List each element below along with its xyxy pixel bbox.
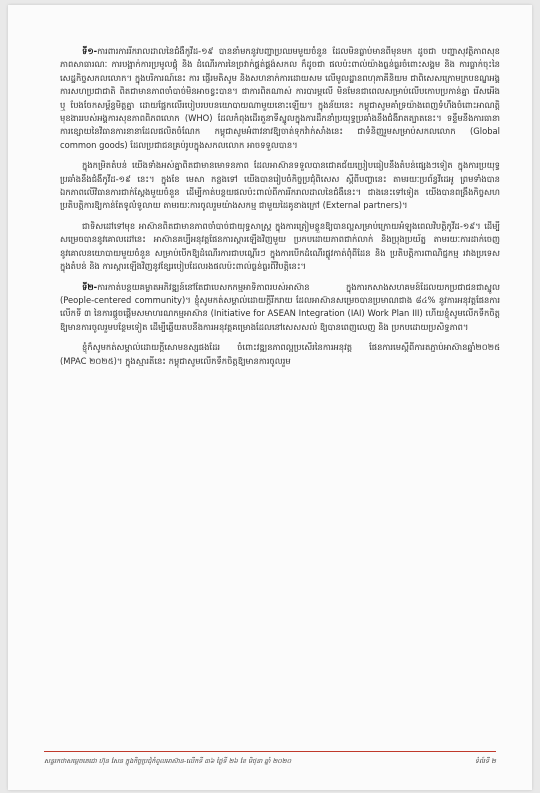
paragraph-2: [60, 159, 500, 213]
footer-divider: [44, 751, 496, 752]
footer-source: សន្ទរកថាសម្តេចតេជោ ហ៊ុន សែន ក្នុងកិច្ចប្រជុំកំពូលអាស៊ាន-លើកទី ៣៦ ថ្ងៃទី ២៦ ខែ មិថុនា ឆ្នាំ ២០២០: [44, 757, 292, 765]
page-number: ទំព័រទី ២: [474, 757, 496, 765]
paragraph-1: [60, 45, 500, 152]
paragraph-4-lead: ទី២-: [82, 281, 98, 292]
paragraph-1-lead: ទី១-: [82, 46, 98, 56]
paragraph-1-text: ការពារការរីករាលដាលនៃជំងឺកូវីដ-១៩ បាននាំមកនូវបញ្ហាប្រឈមមួយចំនួន ដែលមិនធ្លាប់មានពីមុនមក ដូចជា បញ្ហាសុវត្ថិភាពសុខភាពសាធារណៈ ការបង្អាក់ការប្រមូលផ្តុំ និង ដំណើរការនៃច្រវាក់ផ្គត់ផ្គង់សកល ក៏ដូចជា ផលប៉ះពាល់យ៉ាងធ្ងន់ធ្ងរចំពោះសង្គម និង ការធ្លាក់ចុះនៃសេដ្ឋកិច្ចសកលលោក។ ក្នុងបរិការណ៍នេះ ការ ផ្ញើរមតិសូម និងសហនាក់ការដោយសម លើមូលដ្ឋានពហុភាគីនិយម ជាពិសេសក្រោមក្របខណ្ឌអង្គការសហប្រជាជាតិ ពិតជាមានភាពចាំបាច់មិនអាចខ្វះបាន។ ជាការពិតណាស់ ការបារម្ភលើ មិនមែនជាពេលសម្រាប់លើបកោបប្រកាន់គ្នា រើសអើង ឬ បែងចែកសម្ព័ន្ធមិត្តគ្នា ដោយផ្អែកលើរបៀបរបបនយោបាយណាមួយនោះឡើយ។ ក្នុងន័យនេះ កម្ពុជាសូមគាំទ្រយ៉ាងពេញទំហឹងចំពោះអាណត្តិមុខងាររបស់អង្គការសុខភាពពិភពលោក (WHO) ដែលកំពុងដើរតួនាទីស្នូលក្នុងការដឹកនាំប្រយុទ្ធប្រឆាំងនឹងជំងឺរាតត្បាតនេះ។ ទន្ទឹមនឹងការធានាការខ្សោយនៃវិធានការនានាដែលផលិតចំណែក កម្ពុជាសូមអំពាវនាវឱ្យចាត់ទុកវ៉ាក់សាំងនេះ ជាទំនិញរួមសម្រាប់សកលលោក (Global common goods) ដែលប្រជាជនគ្រប់រូបក្នុងសកលលោក អាចទទួលបាន។: [60, 46, 500, 150]
paragraph-4-text: ការកាត់បន្ថយគម្លាតអភិវឌ្ឍន៍នៅតែជាបេសកកម្មអាទិភាពរបស់អាស៊ាន ក្នុងការកសាងសហគមន៍ដែលយកប្រជាជនជាស្នូល (People-centered community)។ ខ្ញុំសូមកត់សម្គាល់ដោយក្តីរីករាយ ដែលអាស៊ានសម្រេចបានប្រមាណជាង ៨៤% នូវការអនុវត្តផែនការលើកទី ៣ នៃការផ្តួចផ្តើមសមាហរណកម្មអាស៊ាន (Initiative for ASEAN Integration (IAI) Work Plan III) ហើយខ្ញុំសូមលើកទឹកចិត្តឱ្យមានការចូលរួមបន្ថែមទៀត ដើម្បីឆ្លើយតបនឹងការអនុវត្តគម្រោងដែលនៅសេសសល់ ឱ្យបានពេញលេញ និង ប្រកបដោយប្រសិទ្ធភាព។: [60, 281, 500, 332]
paragraph-3: [60, 220, 500, 274]
paragraph-5: [60, 341, 500, 368]
paragraph-4: [60, 281, 500, 335]
document-page: [8, 5, 532, 790]
paragraph-2-text: ក្នុងកម្រិតតំបន់ យើងទាំងអស់គ្នាពិតជាមានមោទនភាព ដែលអាស៊ានទទួលបានជោគជ័យប្រៀបធៀបនឹងតំបន់ផ្សេងៗទៀត ក្នុងការប្រយុទ្ធប្រឆាំងនឹងជំងឺកូវីដ-១៩ នេះ។ ក្នុងខែ មេសា កន្លងទៅ យើងបានរៀបចំកិច្ចប្រជុំពិសេស ស្តីពីបញ្ហានេះ តាមរយៈប្រព័ន្ធវីដេអូ ព្រមទាំងបានឯកភាពលើវិធានការជាក់ស្តែងមួយចំនួន ដើម្បីកាត់បន្ថយផលប៉ះពាល់ពីការរីករាលដាលនៃជំងឺនេះ។ ជាងនេះទៅទៀត យើងបានពង្រឹងកិច្ចសហប្រតិបត្តិការឱ្យកាន់តែទូលំទូលាយ តាមរយៈការចូលរួមយ៉ាងសកម្ម ជាមួយដៃគូខាងក្រៅ (External partners)។: [60, 160, 500, 211]
paragraph-3-text: ជាទិសដៅទៅមុខ អាស៊ានពិតជាមានភាពចាំបាច់ជាយុទ្ធសាស្រ្ត ក្នុងការត្រៀមខ្លួនឱ្យបានល្អសម្រាប់ក្រោយអំឡុងពេលវិបត្តិកូវីដ-១៩។ ដើម្បីសម្រេចបាននូវគោលដៅនេះ អាស៊ានគប្បីអនុវត្តផែនការស្តារឡើងវិញមួយ ប្រកបដោយភាពជាក់លាក់ និងប្រុងប្រយ័ត្ន តាមរយៈការដាក់ចេញនូវគោលនយោបាយមួយចំនួន សម្រាប់បើកឱ្យដំណើរការជាបណ្តើរៗ ក្នុងការបើកដំណើរផ្លូវកាត់ពុំពីដែន និង ប្រតិបត្តិការពាណិជ្ជកម្ម រវាងប្រទេសក្នុងតំបន់ និង ការស្តារឡើងវិញនូវខ្សែរបៀបដែលរងផលប៉ះពាល់ធ្ងន់ធ្ងរពីវិបត្តិនេះ។: [60, 220, 500, 272]
document-body: [60, 45, 500, 375]
paragraph-5-text: ខ្ញុំក៏សូមកត់សម្គាល់ដោយក្តីសោមនស្សផងដែរ ចំពោះវឌ្ឍនភាពល្អប្រសើរនៃការអនុវត្ត ផែនការមេស្តីពីការតភ្ជាប់អាស៊ានឆ្នាំ២០២៥ (MPAC ២០២៥)។ ក្នុងស្មារតីនេះ កម្ពុជាសូមលើកទឹកចិត្តឱ្យមានការចូលរួម: [60, 342, 500, 366]
